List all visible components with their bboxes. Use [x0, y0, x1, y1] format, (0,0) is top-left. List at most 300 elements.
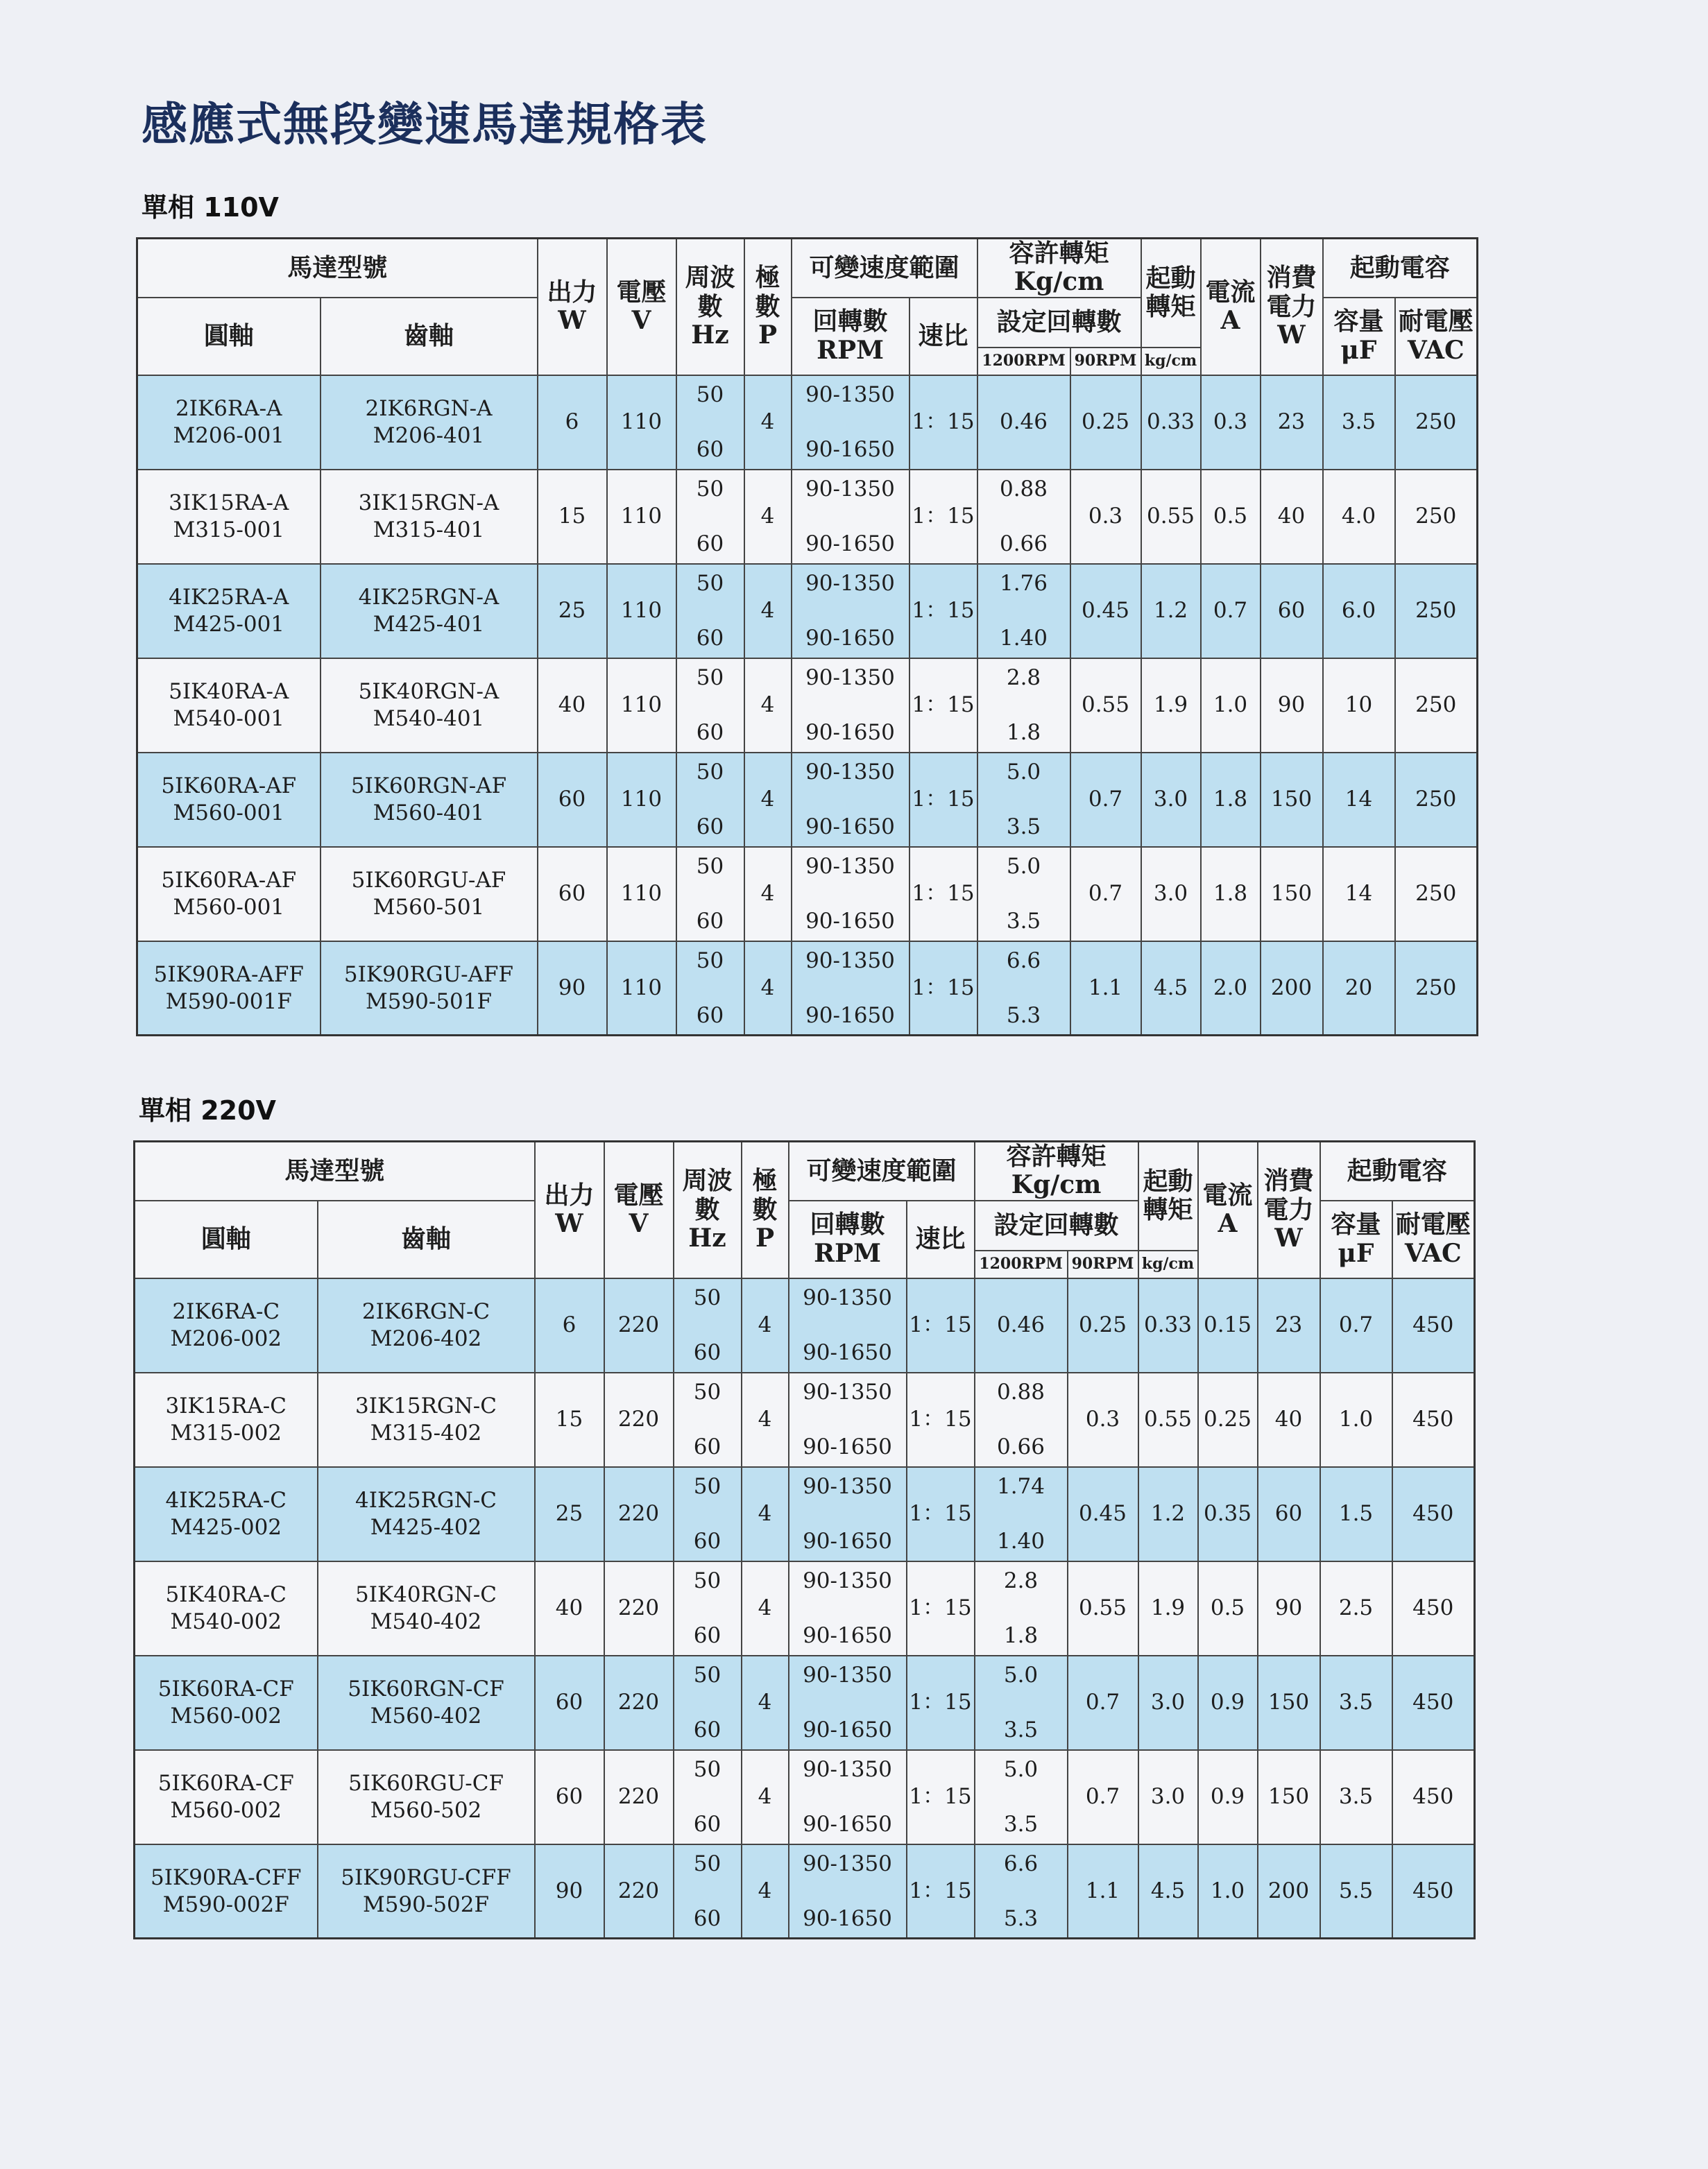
capacity-header — [1320, 1201, 1392, 1278]
ratio-value — [909, 470, 977, 564]
header-text: 極數 — [752, 1166, 778, 1224]
ratio-value — [909, 375, 977, 470]
withstand-text: 250 — [1415, 787, 1457, 812]
model-code: 5IK90RGU-AFF — [343, 961, 514, 987]
torque-90rpm-value — [1068, 1278, 1138, 1373]
poles-value — [744, 658, 792, 753]
ratio-value — [909, 941, 977, 1036]
poles-text: 4 — [760, 692, 775, 718]
capacity-value — [1323, 375, 1395, 470]
torque-1200rpm-cell — [977, 470, 1070, 564]
frequency-header — [676, 239, 744, 375]
ratio-text: 1：15 — [909, 1878, 972, 1904]
torque-1200rpm-cell — [975, 1467, 1068, 1561]
header-text: VAC — [1407, 335, 1464, 365]
start-torque-value — [1138, 1561, 1198, 1656]
capacity-text: 14 — [1344, 787, 1373, 812]
header-text: 出力 — [547, 277, 597, 307]
header-text: 周波數 — [685, 263, 735, 321]
capacity-text: 1.0 — [1338, 1407, 1374, 1432]
model-header: 馬達型號 — [137, 239, 538, 298]
output-text: 60 — [558, 787, 586, 812]
current-text: 0.7 — [1213, 598, 1248, 624]
table-row — [135, 1750, 1475, 1844]
current-value — [1201, 658, 1261, 753]
output-value — [538, 658, 607, 753]
output-text: 15 — [555, 1407, 583, 1432]
model-code: M590-501F — [365, 988, 493, 1014]
model-code: 2IK6RGN-C — [361, 1299, 490, 1325]
withstand-value — [1395, 470, 1478, 564]
capacity-value — [1323, 658, 1395, 753]
voltage-text: 110 — [620, 787, 663, 812]
table-row — [135, 1656, 1475, 1750]
gear-shaft-model — [321, 847, 538, 941]
round-shaft-model — [135, 1844, 318, 1939]
torque-1200rpm-value: 1.8 — [1006, 720, 1041, 746]
current-value — [1201, 753, 1261, 847]
poles-text: 4 — [758, 1878, 772, 1904]
capacity-value — [1320, 1467, 1392, 1561]
current-value — [1198, 1561, 1258, 1656]
power-text: 60 — [1274, 1501, 1303, 1527]
ratio-value — [909, 658, 977, 753]
round-shaft-model — [137, 941, 321, 1036]
current-value — [1198, 1750, 1258, 1844]
voltage-text: 220 — [617, 1312, 660, 1338]
rpm-text: 90-1650 — [805, 909, 895, 934]
power-text: 40 — [1277, 504, 1306, 529]
start-torque-text: 1.9 — [1150, 1595, 1186, 1621]
power-header — [1261, 239, 1323, 375]
frequency-value — [676, 847, 744, 941]
start-torque-value — [1141, 470, 1201, 564]
round-shaft-model — [137, 847, 321, 941]
torque-1200rpm-cell — [975, 1656, 1068, 1750]
voltage-text: 110 — [620, 409, 663, 435]
rpm-text: 90-1650 — [805, 814, 895, 840]
withstand-value — [1392, 1467, 1475, 1561]
torque-90rpm-text: 0.7 — [1088, 787, 1123, 812]
round-shaft-model — [135, 1561, 318, 1656]
speed-range-header: 可變速度範圍 — [789, 1142, 975, 1201]
capacity-text: 0.7 — [1338, 1312, 1374, 1338]
voltage-text: 110 — [620, 881, 663, 907]
torque-90rpm-text: 0.3 — [1088, 504, 1123, 529]
power-text: 23 — [1277, 409, 1306, 435]
withstand-text: 250 — [1415, 409, 1457, 435]
spec-table-220v — [133, 1140, 1476, 1939]
torque-1200rpm-value: 0.46 — [999, 409, 1048, 435]
poles-value — [744, 470, 792, 564]
output-text: 15 — [558, 504, 586, 529]
power-value — [1261, 753, 1323, 847]
round-shaft-model — [137, 658, 321, 753]
torque-90rpm-text: 0.7 — [1088, 881, 1123, 907]
poles-value — [742, 1844, 789, 1939]
torque-90rpm-text: 0.45 — [1078, 1501, 1127, 1527]
torque-90rpm-text: 0.25 — [1078, 1312, 1127, 1338]
voltage-value — [607, 375, 676, 470]
voltage-value — [604, 1750, 674, 1844]
capacity-value — [1320, 1750, 1392, 1844]
rpm1200-header: 1200RPM — [975, 1251, 1068, 1278]
start-torque-text: 4.5 — [1153, 975, 1188, 1001]
torque-1200rpm-value: 5.3 — [1003, 1905, 1039, 1931]
table-row — [137, 941, 1478, 1036]
voltage-text: 110 — [620, 975, 663, 1001]
start-torque-header: 起動轉矩 — [1138, 1142, 1198, 1251]
torque-90rpm-value — [1070, 753, 1141, 847]
poles-text: 4 — [760, 598, 775, 624]
capacity-value — [1320, 1844, 1392, 1939]
torque-1200rpm-value: 1.40 — [996, 1529, 1045, 1554]
set-speed-header: 設定回轉數 — [975, 1201, 1138, 1251]
header-text: W — [1277, 320, 1306, 350]
torque-90rpm-value — [1068, 1561, 1138, 1656]
withstand-value — [1392, 1278, 1475, 1373]
round-shaft-model — [137, 753, 321, 847]
header-text: 電壓 — [616, 277, 667, 307]
model-code: M315-402 — [370, 1420, 482, 1446]
rpm-value — [792, 375, 909, 470]
model-code: 5IK60RA-AF — [161, 868, 297, 893]
frequency-value — [674, 1656, 742, 1750]
ratio-text: 1：15 — [909, 1690, 972, 1715]
start-torque-value — [1141, 375, 1201, 470]
frequency-value — [676, 375, 744, 470]
header-text: 電流 — [1202, 1181, 1253, 1210]
header-text: 周波數 — [682, 1166, 733, 1224]
voltage-text: 220 — [617, 1501, 660, 1527]
power-text: 150 — [1270, 787, 1313, 812]
torque-1200rpm-value: 0.66 — [999, 531, 1048, 557]
frequency-value — [674, 1467, 742, 1561]
rpm-text: 90-1350 — [805, 948, 895, 973]
withstand-text: 450 — [1412, 1407, 1454, 1432]
model-code: 5IK60RGU-CF — [348, 1771, 504, 1797]
model-code: M425-002 — [170, 1514, 282, 1540]
torque-90rpm-text: 0.3 — [1085, 1407, 1120, 1432]
section-title-110v: 單相 110V — [142, 192, 279, 223]
rpm-header — [789, 1201, 907, 1278]
torque-90rpm-text: 0.55 — [1078, 1595, 1127, 1621]
start-torque-value — [1141, 658, 1201, 753]
frequency-text: 60 — [696, 814, 724, 840]
voltage-value — [607, 658, 676, 753]
model-code: M425-401 — [373, 611, 485, 637]
model-code: 2IK6RA-A — [176, 396, 282, 422]
ratio-text: 1：15 — [912, 881, 975, 907]
header-text: 耐電壓 — [1395, 1210, 1471, 1240]
poles-value — [744, 847, 792, 941]
torque-1200rpm-value: 2.8 — [1006, 665, 1041, 690]
capacity-value — [1323, 753, 1395, 847]
poles-text: 4 — [758, 1407, 772, 1432]
torque-90rpm-text: 0.45 — [1081, 598, 1130, 624]
frequency-text: 60 — [693, 1623, 721, 1649]
withstand-value — [1395, 564, 1478, 658]
power-value — [1258, 1656, 1320, 1750]
torque-90rpm-value — [1070, 941, 1141, 1036]
header-text: W — [1274, 1224, 1303, 1253]
withstand-value — [1392, 1561, 1475, 1656]
model-code: M560-401 — [373, 800, 485, 825]
withstand-text: 250 — [1415, 598, 1457, 624]
poles-value — [742, 1561, 789, 1656]
frequency-value — [676, 470, 744, 564]
withstand-text: 450 — [1412, 1690, 1454, 1715]
voltage-text: 220 — [617, 1878, 660, 1904]
voltage-value — [607, 470, 676, 564]
poles-value — [742, 1278, 789, 1373]
power-text: 23 — [1274, 1312, 1303, 1338]
capacity-value — [1320, 1561, 1392, 1656]
frequency-text: 50 — [693, 1662, 721, 1688]
ratio-text: 1：15 — [909, 1312, 972, 1338]
frequency-text: 60 — [696, 1002, 724, 1028]
current-value — [1198, 1467, 1258, 1561]
start-torque-text: 0.33 — [1146, 409, 1195, 435]
voltage-text: 220 — [617, 1595, 660, 1621]
ratio-text: 1：15 — [912, 409, 975, 435]
model-code: 5IK60RGU-AF — [351, 868, 506, 893]
poles-text: 4 — [758, 1595, 772, 1621]
table-row — [137, 470, 1478, 564]
withstand-text: 250 — [1415, 975, 1457, 1001]
rpm-header — [792, 298, 909, 375]
model-header: 馬達型號 — [135, 1142, 535, 1201]
torque-1200rpm-cell — [977, 847, 1070, 941]
ratio-text: 1：15 — [912, 504, 975, 529]
rpm-value — [792, 564, 909, 658]
withstand-value — [1395, 941, 1478, 1036]
torque-1200rpm-cell — [977, 375, 1070, 470]
capacity-text: 1.5 — [1338, 1501, 1374, 1527]
capacity-text: 3.5 — [1338, 1784, 1374, 1810]
model-code: 5IK40RGN-A — [358, 679, 499, 705]
start-torque-text: 3.0 — [1150, 1690, 1186, 1715]
ratio-text: 1：15 — [912, 598, 975, 624]
start-torque-text: 3.0 — [1153, 881, 1188, 907]
rpm-value — [789, 1844, 907, 1939]
output-value — [538, 375, 607, 470]
ratio-text: 1：15 — [909, 1501, 972, 1527]
torque-90rpm-value — [1068, 1656, 1138, 1750]
power-text: 150 — [1267, 1784, 1310, 1810]
output-text: 60 — [555, 1784, 583, 1810]
gear-shaft-model — [318, 1561, 535, 1656]
torque-1200rpm-value: 5.0 — [1006, 759, 1041, 785]
gear-shaft-model — [318, 1844, 535, 1939]
capacitor-header: 起動電容 — [1320, 1142, 1475, 1201]
capacity-value — [1320, 1373, 1392, 1467]
frequency-value — [674, 1373, 742, 1467]
capacity-text: 20 — [1344, 975, 1373, 1001]
power-value — [1261, 847, 1323, 941]
model-code: 5IK40RA-C — [165, 1582, 287, 1608]
header-text: Hz — [691, 320, 729, 350]
header-text: V — [631, 306, 651, 336]
start-torque-text: 0.55 — [1146, 504, 1195, 529]
current-text: 0.15 — [1203, 1312, 1252, 1338]
rpm-text: 90-1650 — [805, 626, 895, 651]
frequency-text: 50 — [696, 853, 724, 879]
power-value — [1258, 1844, 1320, 1939]
model-code: 5IK40RGN-C — [355, 1582, 497, 1608]
ratio-value — [909, 753, 977, 847]
frequency-text: 50 — [693, 1473, 721, 1499]
frequency-text: 50 — [696, 948, 724, 973]
power-value — [1261, 375, 1323, 470]
frequency-text: 60 — [693, 1812, 721, 1837]
torque-header: 容許轉矩Kg/cm — [977, 239, 1141, 298]
output-value — [535, 1278, 604, 1373]
power-text: 150 — [1270, 881, 1313, 907]
voltage-text: 220 — [617, 1784, 660, 1810]
ratio-value — [907, 1373, 975, 1467]
model-code: 4IK25RA-A — [169, 585, 289, 610]
round-shaft-header: 圓軸 — [135, 1201, 318, 1278]
model-code: 3IK15RA-A — [169, 490, 289, 516]
header-text: W — [558, 306, 586, 336]
voltage-value — [607, 847, 676, 941]
voltage-value — [604, 1844, 674, 1939]
frequency-value — [674, 1844, 742, 1939]
frequency-text: 60 — [693, 1529, 721, 1554]
round-shaft-model — [135, 1278, 318, 1373]
rpm90-header: 90RPM — [1070, 348, 1141, 375]
torque-90rpm-text: 1.1 — [1085, 1878, 1120, 1904]
ratio-text: 1：15 — [912, 692, 975, 718]
torque-1200rpm-cell — [975, 1844, 1068, 1939]
model-code: M560-502 — [370, 1797, 482, 1823]
start-torque-text: 1.2 — [1153, 598, 1188, 624]
withstand-value — [1392, 1844, 1475, 1939]
torque-1200rpm-value: 5.0 — [1003, 1756, 1039, 1782]
model-code: 3IK15RA-C — [165, 1394, 287, 1419]
frequency-text: 50 — [696, 759, 724, 785]
output-value — [538, 564, 607, 658]
current-text: 1.0 — [1213, 692, 1248, 718]
model-code: M590-001F — [165, 988, 292, 1014]
table-row — [137, 658, 1478, 753]
output-value — [538, 941, 607, 1036]
rpm-text: 90-1650 — [805, 1002, 895, 1028]
model-code: M540-002 — [170, 1609, 282, 1634]
power-text: 40 — [1274, 1407, 1303, 1432]
model-code: 4IK25RGN-A — [358, 585, 499, 610]
frequency-text: 60 — [696, 626, 724, 651]
gear-shaft-model — [318, 1467, 535, 1561]
output-value — [538, 753, 607, 847]
model-code: 5IK90RGU-CFF — [341, 1864, 511, 1890]
torque-1200rpm-value: 2.8 — [1003, 1568, 1039, 1593]
model-code: M540-001 — [173, 705, 285, 731]
rpm-text: 90-1650 — [805, 437, 895, 463]
rpm-text: 90-1650 — [803, 1529, 892, 1554]
frequency-header — [674, 1142, 742, 1278]
poles-value — [742, 1656, 789, 1750]
torque-1200rpm-value: 3.5 — [1006, 814, 1041, 840]
current-value — [1201, 375, 1261, 470]
withstand-header — [1392, 1201, 1475, 1278]
model-code: 5IK60RGN-CF — [348, 1677, 504, 1702]
torque-90rpm-text: 1.1 — [1088, 975, 1123, 1001]
rpm-text: 90-1650 — [803, 1623, 892, 1649]
table-row — [137, 375, 1478, 470]
poles-value — [744, 753, 792, 847]
model-code: 5IK60RA-AF — [161, 773, 297, 799]
current-text: 2.0 — [1213, 975, 1248, 1001]
poles-text: 4 — [758, 1312, 772, 1338]
frequency-text: 50 — [696, 476, 724, 501]
model-code: M425-402 — [370, 1514, 482, 1540]
torque-90rpm-value — [1070, 847, 1141, 941]
torque-90rpm-text: 0.7 — [1085, 1784, 1120, 1810]
rpm-text: 90-1650 — [803, 1434, 892, 1460]
power-value — [1258, 1750, 1320, 1844]
voltage-header — [607, 239, 676, 375]
torque-90rpm-value — [1068, 1844, 1138, 1939]
torque-1200rpm-cell — [975, 1373, 1068, 1467]
capacity-text: 4.0 — [1341, 504, 1376, 529]
start-torque-text: 1.9 — [1153, 692, 1188, 718]
rpm-text: 90-1650 — [803, 1812, 892, 1837]
torque-1200rpm-cell — [977, 753, 1070, 847]
frequency-text: 60 — [696, 437, 724, 463]
ratio-text: 1：15 — [912, 787, 975, 812]
capacity-text: 14 — [1344, 881, 1373, 907]
capacity-value — [1320, 1656, 1392, 1750]
table-row — [135, 1278, 1475, 1373]
model-code: M560-402 — [370, 1703, 482, 1729]
frequency-text: 50 — [693, 1285, 721, 1310]
torque-1200rpm-value: 5.0 — [1006, 853, 1041, 879]
voltage-text: 220 — [617, 1407, 660, 1432]
ratio-header: 速比 — [909, 298, 977, 375]
withstand-text: 250 — [1415, 881, 1457, 907]
torque-1200rpm-value: 6.6 — [1003, 1851, 1039, 1876]
rpm-text: 90-1350 — [805, 570, 895, 596]
ratio-header: 速比 — [907, 1201, 975, 1278]
ratio-text: 1：15 — [909, 1407, 972, 1432]
header-text: μF — [1340, 335, 1377, 365]
current-text: 1.8 — [1213, 787, 1248, 812]
torque-90rpm-value — [1070, 375, 1141, 470]
current-text: 0.35 — [1203, 1501, 1252, 1527]
start-torque-text: 0.55 — [1143, 1407, 1193, 1432]
gear-shaft-header: 齒軸 — [318, 1201, 535, 1278]
header-text: 消費電力 — [1263, 1166, 1314, 1224]
model-code: 3IK15RGN-A — [358, 490, 499, 516]
withstand-value — [1395, 375, 1478, 470]
frequency-value — [676, 658, 744, 753]
table-row — [135, 1844, 1475, 1939]
torque-1200rpm-cell — [975, 1561, 1068, 1656]
voltage-text: 110 — [620, 692, 663, 718]
model-code: 5IK90RA-AFF — [153, 961, 304, 987]
torque-1200rpm-value: 0.88 — [999, 476, 1048, 501]
voltage-text: 110 — [620, 598, 663, 624]
gear-shaft-model — [321, 658, 538, 753]
round-shaft-header: 圓軸 — [137, 298, 321, 375]
model-code: M425-001 — [173, 611, 285, 637]
output-text: 60 — [558, 881, 586, 907]
rpm-text: 90-1350 — [803, 1851, 892, 1876]
capacitor-header: 起動電容 — [1323, 239, 1478, 298]
start-torque-text: 4.5 — [1150, 1878, 1186, 1904]
